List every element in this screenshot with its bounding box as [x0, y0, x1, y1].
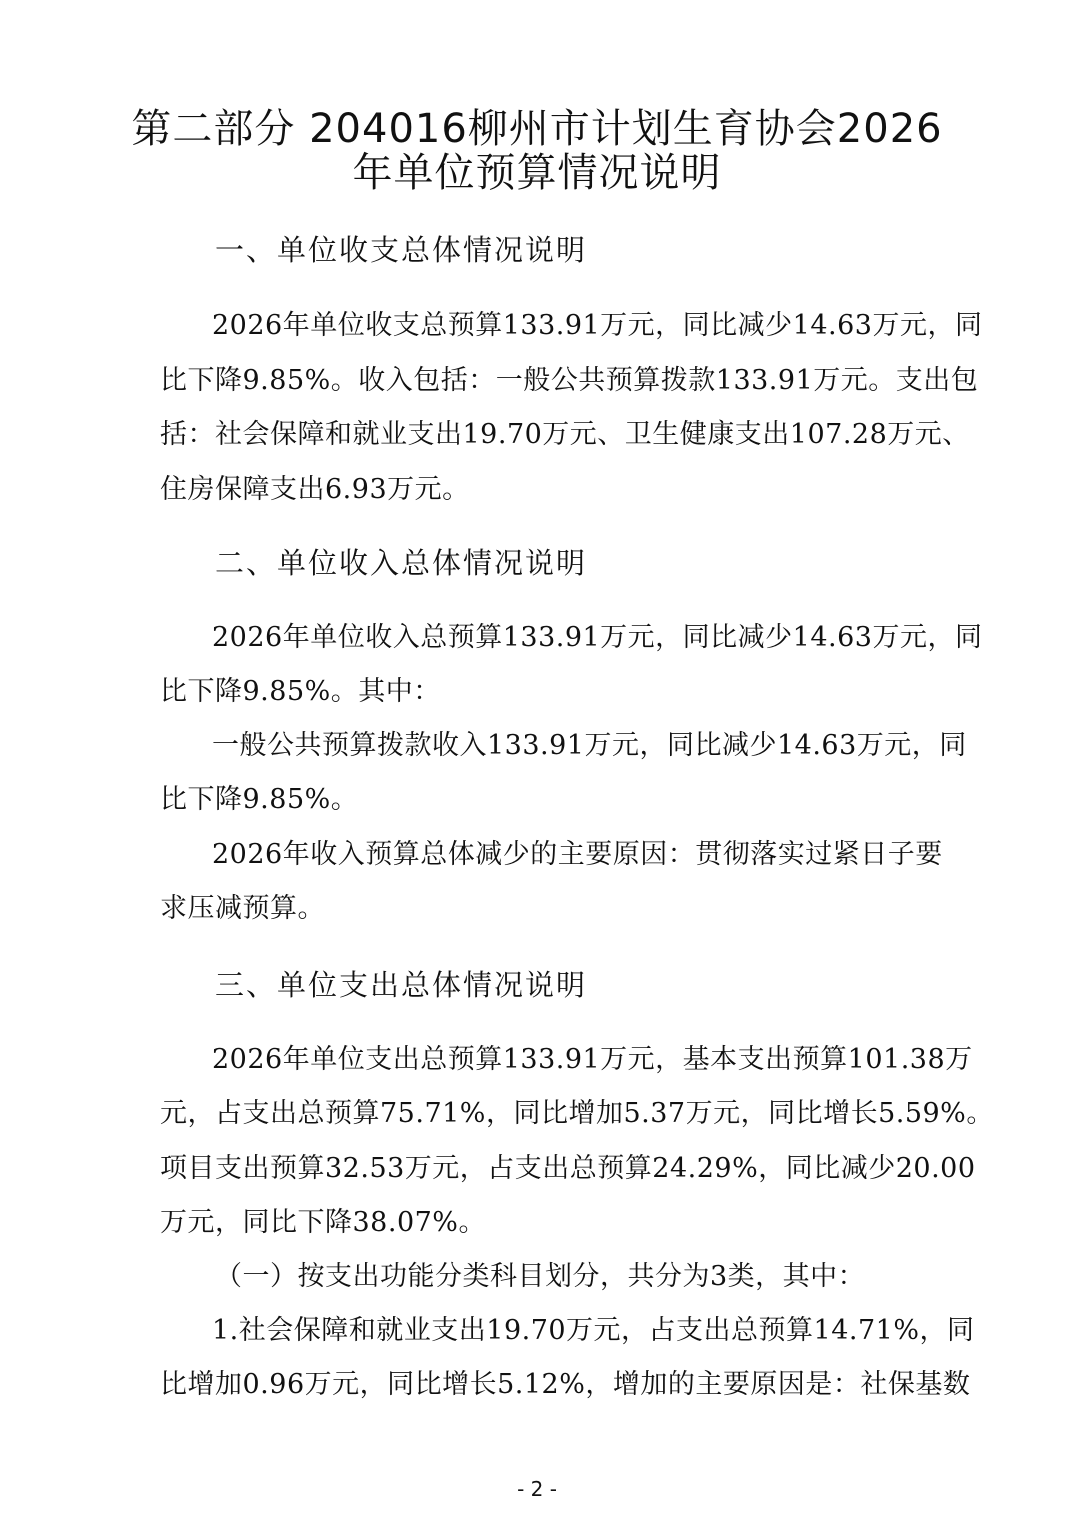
paragraph-line: 括：社会保障和就业支出19.70万元、卫生健康支出107.28万元、 — [160, 419, 970, 450]
paragraph-line: 2026年单位收入总预算133.91万元，同比减少14.63万元，同 — [212, 622, 983, 653]
paragraph-line: 1.社会保障和就业支出19.70万元，占支出总预算14.71%，同 — [212, 1315, 975, 1346]
paragraph-line: 元，占支出总预算75.71%，同比增加5.37万元，同比增长5.59%。 — [160, 1098, 994, 1129]
page-title-line-2: 年单位预算情况说明 — [352, 150, 722, 196]
paragraph-line: 2026年单位收支总预算133.91万元，同比减少14.63万元，同 — [212, 310, 983, 341]
paragraph-line: 比下降9.85%。 — [160, 784, 359, 815]
paragraph-line: 求压减预算。 — [160, 893, 325, 924]
section-heading-2: 二、单位收入总体情况说明 — [215, 546, 588, 580]
page-number: - 2 - — [517, 1477, 557, 1501]
paragraph-line: 2026年单位支出总预算133.91万元，基本支出预算101.38万 — [212, 1044, 973, 1075]
paragraph-line: （一）按支出功能分类科目划分，共分为3类，其中： — [215, 1261, 866, 1292]
paragraph-line: 万元，同比下降38.07%。 — [160, 1207, 486, 1238]
page-title-line-1: 第二部分 204016柳州市计划生育协会2026 — [131, 106, 943, 152]
paragraph-line: 比增加0.96万元，同比增长5.12%，增加的主要原因是：社保基数 — [160, 1369, 971, 1400]
paragraph-line: 比下降9.85%。收入包括：一般公共预算拨款133.91万元。支出包 — [160, 365, 979, 396]
paragraph-line: 住房保障支出6.93万元。 — [160, 474, 470, 505]
paragraph-line: 一般公共预算拨款收入133.91万元，同比减少14.63万元，同 — [212, 730, 967, 761]
section-heading-1: 一、单位收支总体情况说明 — [215, 233, 588, 267]
paragraph-line: 项目支出预算32.53万元，占支出总预算24.29%，同比减少20.00 — [160, 1153, 976, 1184]
paragraph-line: 2026年收入预算总体减少的主要原因：贯彻落实过紧日子要 — [212, 839, 943, 870]
paragraph-line: 比下降9.85%。其中： — [160, 676, 441, 707]
section-heading-3: 三、单位支出总体情况说明 — [215, 968, 588, 1002]
